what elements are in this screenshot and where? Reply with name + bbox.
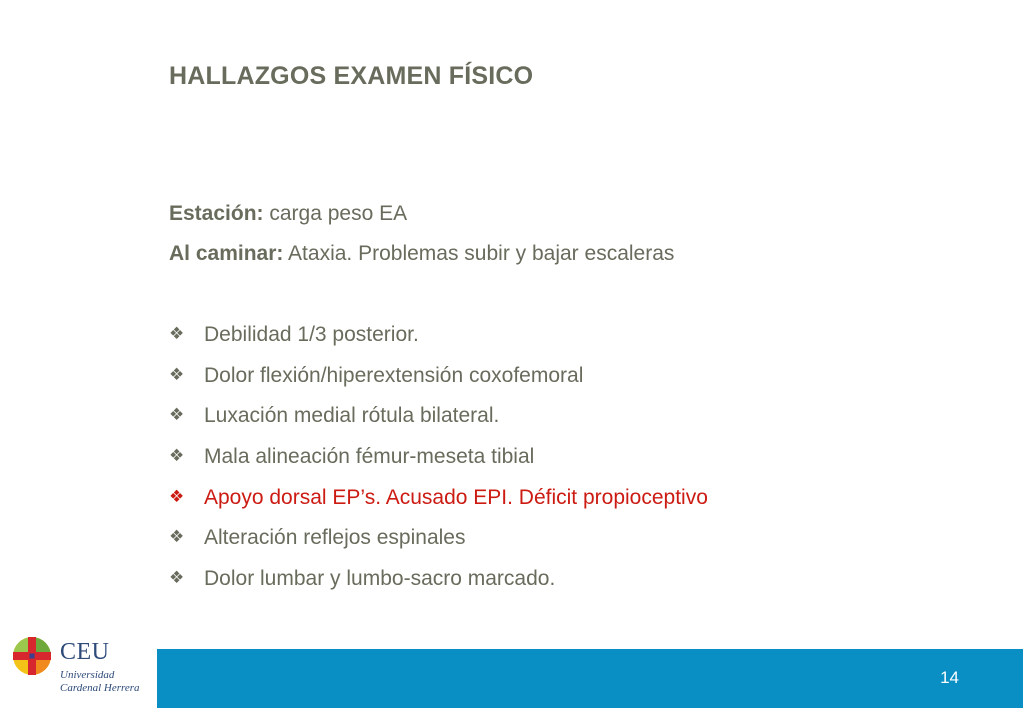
list-item-text: Mala alineación fémur-meseta tibial — [204, 445, 535, 469]
diamond-bullet-icon: ❖ — [169, 527, 185, 548]
logo-wordmark: CEU — [60, 639, 110, 665]
info-line-estacion — [169, 202, 407, 226]
diamond-bullet-icon: ❖ — [169, 486, 185, 507]
list-item-text: Alteración reflejos espinales — [204, 526, 466, 550]
findings-list — [169, 322, 708, 607]
info-label-al-caminar: Al caminar: — [169, 242, 284, 265]
university-logo — [10, 633, 155, 703]
info-line-al-caminar — [169, 242, 674, 266]
info-text-al-caminar: Ataxia. Problemas subir y bajar escaleras — [283, 242, 675, 265]
list-item-text: Apoyo dorsal EP’s. Acusado EPI. Déficit propioceptivo — [204, 485, 708, 509]
logo-subtitle-line1: Universidad — [60, 669, 115, 681]
list-item — [169, 444, 708, 485]
page-number: 14 — [940, 668, 959, 687]
info-label-estacion: Estación: — [169, 202, 264, 225]
list-item — [169, 322, 708, 363]
list-item — [169, 363, 708, 404]
ceu-cross-emblem-icon — [12, 636, 52, 676]
diamond-bullet-icon: ❖ — [169, 446, 185, 467]
info-text-estacion: carga peso EA — [263, 202, 408, 225]
diamond-bullet-icon: ❖ — [169, 324, 185, 344]
diamond-bullet-icon: ❖ — [169, 405, 185, 426]
list-item-text: Debilidad 1/3 posterior. — [204, 323, 419, 346]
footer-bar — [157, 649, 1023, 708]
diamond-bullet-icon: ❖ — [169, 568, 185, 589]
list-item — [169, 525, 708, 566]
list-item-highlighted — [169, 485, 708, 526]
list-item — [169, 403, 708, 444]
list-item-text: Luxación medial rótula bilateral. — [204, 404, 500, 428]
logo-subtitle-line2: Cardenal Herrera — [60, 682, 140, 694]
list-item — [169, 566, 708, 607]
diamond-bullet-icon: ❖ — [169, 364, 185, 385]
list-item-text: Dolor flexión/hiperextensión coxofemoral — [204, 363, 584, 387]
list-item-text: Dolor lumbar y lumbo-sacro marcado. — [204, 567, 556, 591]
slide-title: HALLAZGOS EXAMEN FÍSICO — [169, 62, 534, 90]
